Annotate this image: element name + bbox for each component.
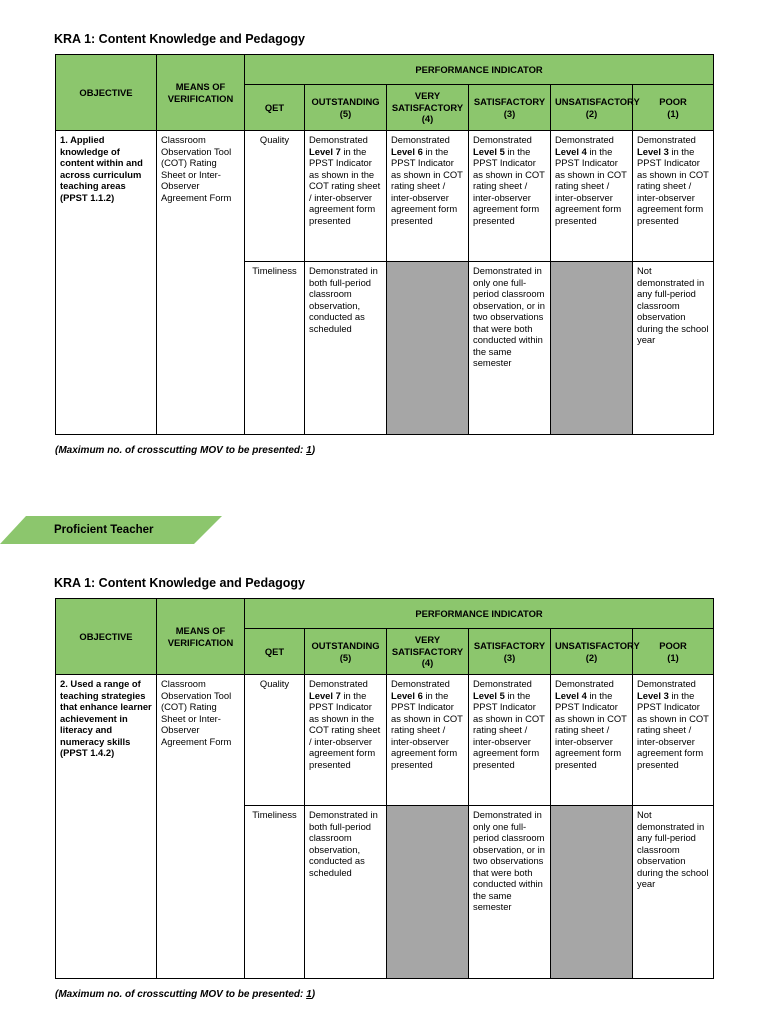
rating-label: UNSATISFACTORY xyxy=(555,96,640,107)
rating-score: (2) xyxy=(585,651,598,663)
quality-text-post: in the PPST Indicator as shown in COT rating sheet / inter-observer agreement form presented xyxy=(391,145,463,226)
qet-timeliness-label: Timeliness xyxy=(245,262,305,435)
quality-cell-satisfactory xyxy=(469,131,551,262)
quality-cell-unsatisfactory xyxy=(551,675,633,806)
rating-score: (5) xyxy=(339,651,352,663)
quality-level: Level 6 xyxy=(391,145,423,157)
rating-header-outstanding xyxy=(305,85,387,131)
proficient-teacher-ribbon xyxy=(0,516,222,544)
quality-cell-satisfactory xyxy=(469,675,551,806)
quality-cell-very-satisfactory xyxy=(387,675,469,806)
rating-label: OUTSTANDING xyxy=(311,640,380,651)
timeliness-cell-poor: Not demonstrated in any full-period classroom observation during the school year xyxy=(633,806,714,979)
mov-note-text: (Maximum no. of crosscutting MOV to be presented: xyxy=(55,989,307,1000)
timeliness-cell-outstanding: Demonstrated in both full-period classroom observation, conducted as scheduled xyxy=(305,806,387,979)
qet-header: QET xyxy=(245,629,305,675)
quality-cell-very-satisfactory xyxy=(387,131,469,262)
quality-text-pre: Demonstrated xyxy=(473,678,532,689)
quality-cell-outstanding xyxy=(305,131,387,262)
mov-note-number: 1 xyxy=(306,989,312,1000)
timeliness-cell-empty xyxy=(551,806,633,979)
quality-text-post: in the PPST Indicator as shown in the COT rating sheet / inter-observer agreement form presented xyxy=(309,689,381,770)
rating-label: OUTSTANDING xyxy=(311,96,380,107)
ribbon-label: Proficient Teacher xyxy=(54,524,154,536)
quality-text-pre: Demonstrated xyxy=(473,134,532,145)
performance-indicator-header: PERFORMANCE INDICATOR xyxy=(245,599,714,629)
quality-text-post: in the PPST Indicator as shown in COT rating sheet / inter-observer agreement form presented xyxy=(637,689,709,770)
quality-level: Level 6 xyxy=(391,689,423,701)
rating-score: (3) xyxy=(503,107,516,119)
timeliness-cell-empty xyxy=(387,262,469,435)
quality-level: Level 5 xyxy=(473,145,505,157)
mov-note xyxy=(55,445,315,456)
quality-text-pre: Demonstrated xyxy=(637,134,696,145)
rating-header-very-satisfactory xyxy=(387,629,469,675)
quality-level: Level 4 xyxy=(555,145,587,157)
quality-text-post: in the PPST Indicator as shown in the COT rating sheet / inter-observer agreement form presented xyxy=(309,145,381,226)
rating-header-outstanding xyxy=(305,629,387,675)
mov-note-end: ) xyxy=(311,989,316,1000)
rating-score: (1) xyxy=(667,107,679,119)
rating-label: VERY SATISFACTORY xyxy=(391,90,464,113)
quality-level: Level 5 xyxy=(473,689,505,701)
rating-label: SATISFACTORY xyxy=(473,96,546,107)
objective-header: OBJECTIVE xyxy=(56,55,157,131)
quality-text-post: in the PPST Indicator as shown in COT rating sheet / inter-observer agreement form presented xyxy=(555,689,627,770)
quality-level: Level 4 xyxy=(555,689,587,701)
timeliness-cell-outstanding: Demonstrated in both full-period classroom observation, conducted as scheduled xyxy=(305,262,387,435)
rating-header-very-satisfactory xyxy=(387,85,469,131)
objective-cell: 2. Used a range of teaching strategies that enhance learner achievement in literacy and numeracy skills (PPST 1.4.2) xyxy=(56,675,157,979)
rating-score: (4) xyxy=(421,657,434,669)
quality-level: Level 3 xyxy=(637,145,669,157)
mov-note-text: (Maximum no. of crosscutting MOV to be presented: xyxy=(55,445,307,456)
rating-score: (5) xyxy=(339,107,352,119)
means-of-verification-header: MEANS OF VERIFICATION xyxy=(157,599,245,675)
performance-indicator-header: PERFORMANCE INDICATOR xyxy=(245,55,714,85)
rating-score: (4) xyxy=(421,113,434,125)
rating-score: (3) xyxy=(503,651,516,663)
rating-score: (1) xyxy=(667,651,679,663)
means-of-verification-cell: Classroom Observation Tool (COT) Rating Sheet or Inter-Observer Agreement Form xyxy=(157,131,245,435)
timeliness-cell-satisfactory: Demonstrated in only one full-period classroom observation, or in two observations that were both conducted within the same semester xyxy=(469,262,551,435)
qet-quality-label: Quality xyxy=(245,131,305,262)
means-of-verification-header: MEANS OF VERIFICATION xyxy=(157,55,245,131)
quality-level: Level 7 xyxy=(309,689,341,701)
section-title: KRA 1: Content Knowledge and Pedagogy xyxy=(54,576,305,590)
quality-cell-outstanding xyxy=(305,675,387,806)
rating-label: SATISFACTORY xyxy=(473,640,546,651)
rating-label: POOR xyxy=(659,640,687,651)
kra-table xyxy=(55,54,714,435)
timeliness-cell-empty xyxy=(551,262,633,435)
qet-header: QET xyxy=(245,85,305,131)
rating-header-poor xyxy=(633,85,714,131)
quality-text-post: in the PPST Indicator as shown in COT rating sheet / inter-observer agreement form presented xyxy=(473,689,545,770)
rating-label: UNSATISFACTORY xyxy=(555,640,640,651)
quality-text-pre: Demonstrated xyxy=(391,678,450,689)
quality-text-pre: Demonstrated xyxy=(637,678,696,689)
objective-header: OBJECTIVE xyxy=(56,599,157,675)
mov-note-end: ) xyxy=(311,445,316,456)
means-of-verification-cell: Classroom Observation Tool (COT) Rating Sheet or Inter-Observer Agreement Form xyxy=(157,675,245,979)
timeliness-cell-empty xyxy=(387,806,469,979)
quality-cell-poor xyxy=(633,675,714,806)
quality-text-post: in the PPST Indicator as shown in COT rating sheet / inter-observer agreement form presented xyxy=(555,145,627,226)
mov-note xyxy=(55,989,315,1000)
quality-text-pre: Demonstrated xyxy=(555,134,614,145)
timeliness-cell-poor: Not demonstrated in any full-period classroom observation during the school year xyxy=(633,262,714,435)
mov-note-number: 1 xyxy=(306,445,312,456)
rating-label: POOR xyxy=(659,96,687,107)
qet-quality-label: Quality xyxy=(245,675,305,806)
rating-header-satisfactory xyxy=(469,629,551,675)
kra-table xyxy=(55,598,714,979)
rating-header-unsatisfactory xyxy=(551,629,640,675)
rating-score: (2) xyxy=(585,107,598,119)
quality-text-pre: Demonstrated xyxy=(309,134,368,145)
quality-text-pre: Demonstrated xyxy=(555,678,614,689)
quality-level: Level 3 xyxy=(637,689,669,701)
rating-header-poor xyxy=(633,629,714,675)
quality-text-post: in the PPST Indicator as shown in COT rating sheet / inter-observer agreement form presented xyxy=(473,145,545,226)
section-title: KRA 1: Content Knowledge and Pedagogy xyxy=(54,32,305,46)
timeliness-cell-satisfactory: Demonstrated in only one full-period classroom observation, or in two observations that were both conducted within the same semester xyxy=(469,806,551,979)
objective-cell: 1. Applied knowledge of content within and across curriculum teaching areas (PPST 1.1.2) xyxy=(56,131,157,435)
quality-cell-unsatisfactory xyxy=(551,131,633,262)
quality-text-post: in the PPST Indicator as shown in COT rating sheet / inter-observer agreement form presented xyxy=(391,689,463,770)
quality-level: Level 7 xyxy=(309,145,341,157)
qet-timeliness-label: Timeliness xyxy=(245,806,305,979)
rating-header-unsatisfactory xyxy=(551,85,640,131)
rating-header-satisfactory xyxy=(469,85,551,131)
rating-label: VERY SATISFACTORY xyxy=(391,634,464,657)
quality-text-pre: Demonstrated xyxy=(309,678,368,689)
quality-cell-poor xyxy=(633,131,714,262)
quality-text-pre: Demonstrated xyxy=(391,134,450,145)
quality-text-post: in the PPST Indicator as shown in COT rating sheet / inter-observer agreement form presented xyxy=(637,145,709,226)
